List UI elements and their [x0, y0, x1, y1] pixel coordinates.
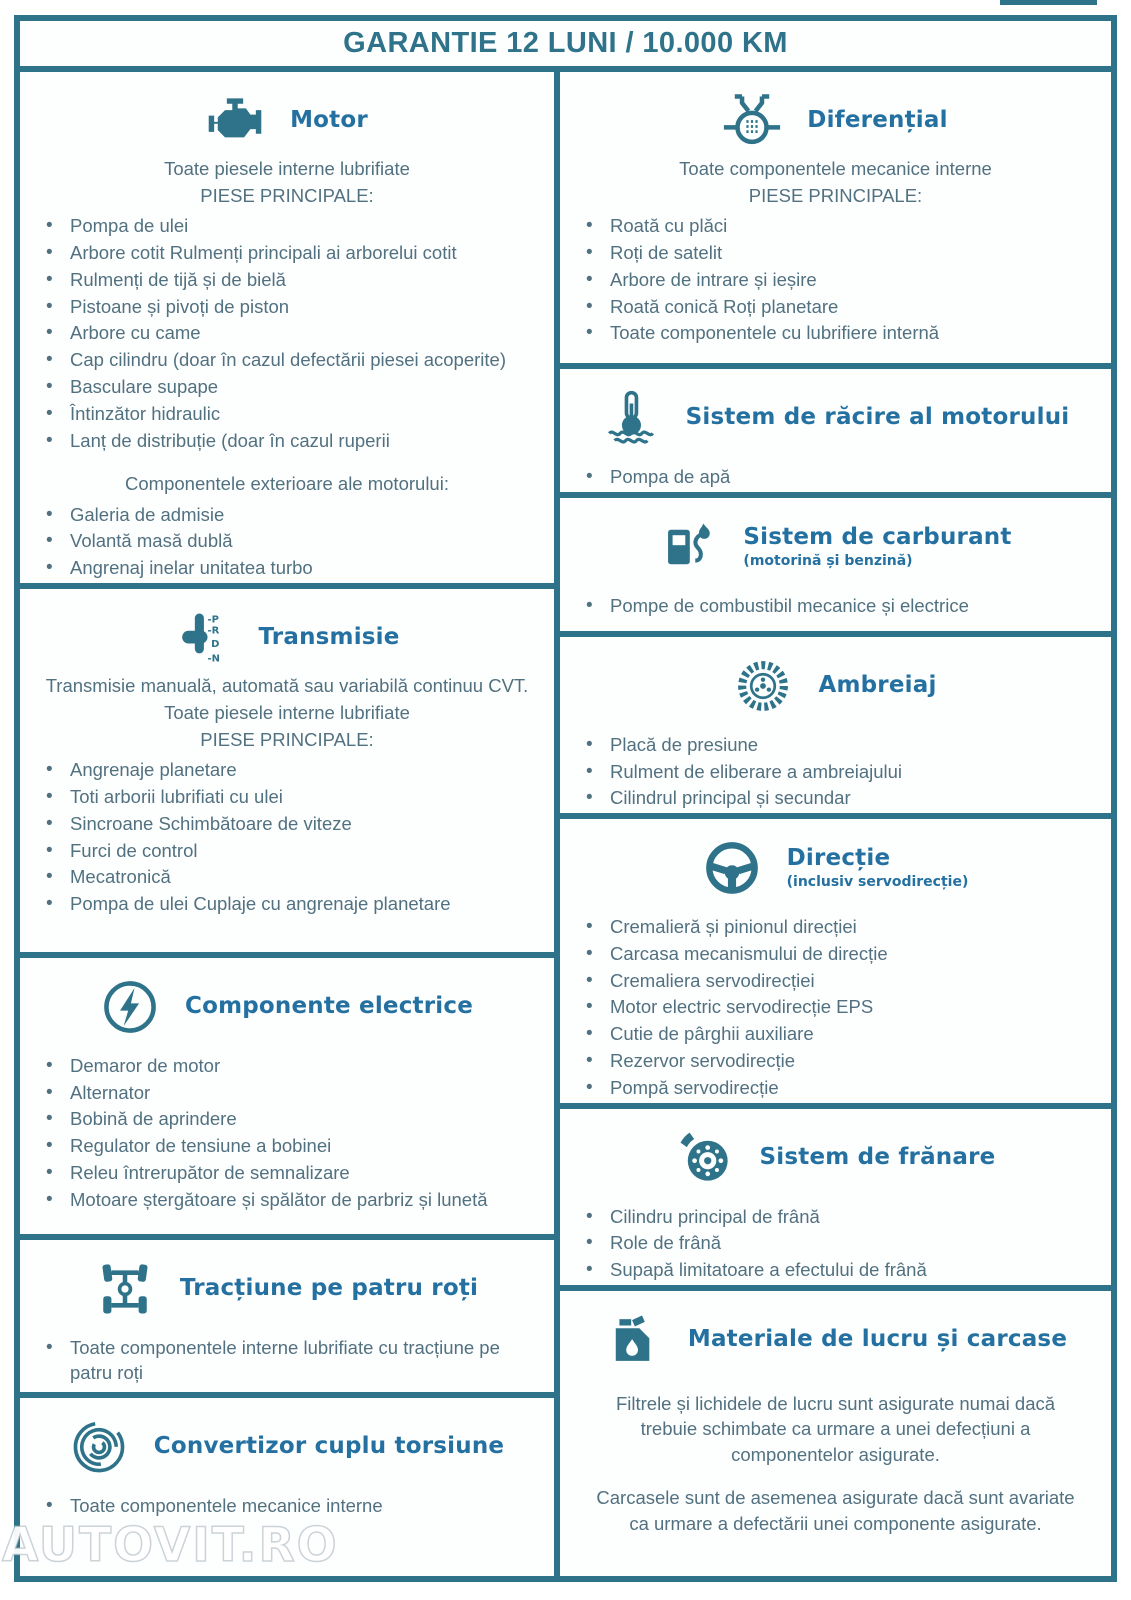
list-item: • Arbore cotit Rulmenți principali ai arborelui cotit — [70, 241, 542, 266]
intro-line: Toate piesele interne lubrifiate — [164, 702, 410, 723]
brake-disc-icon — [676, 1129, 734, 1187]
column-left — [20, 72, 560, 1576]
gearshift-icon — [174, 609, 232, 667]
list-item: • Carcasa mecanismului de direcție — [610, 942, 1099, 967]
four-wheel-drive-icon — [96, 1260, 154, 1318]
list-item: • Supapă limitatoare a efectului de frână — [610, 1258, 1099, 1283]
list-item: • Cremalieră și pinionul direcției — [610, 915, 1099, 940]
box-titlewrap — [787, 846, 969, 890]
engine-icon — [206, 92, 264, 150]
svg-text:-R: -R — [207, 625, 220, 637]
box-title: Sistem de carburant — [743, 523, 1012, 550]
box-head — [564, 819, 1107, 901]
box-direcție — [560, 819, 1111, 1108]
intro-line: PIESE PRINCIPALE: — [200, 185, 374, 207]
list-item: • Roți de satelit — [610, 241, 1099, 266]
column-right — [560, 72, 1111, 1576]
warranty-sheet — [14, 15, 1117, 1582]
list-item: • Arbore de intrare și ieșire — [610, 268, 1099, 293]
intro-line: Toate piesele interne lubrifiate — [164, 158, 410, 179]
list-item: • Toate componentele interne lubrifiate cu tracțiune pe patru roți — [70, 1336, 542, 1386]
paragraph: Carcasele sunt de asemenea asigurate dacă sunt avariate ca urmare a defectării unei componente asigurate. — [596, 1487, 1075, 1534]
list-item: • Toate componentele mecanice interne — [70, 1494, 542, 1519]
bullet-list — [564, 733, 1107, 811]
mid-heading: Componentele exterioare ale motorului: — [125, 473, 449, 495]
box-head — [24, 1398, 550, 1480]
box-titlewrap — [743, 525, 1011, 569]
list-item: • Cap cilindru (doar în cazul defectării piesei acoperite) — [70, 348, 542, 373]
list-item: • Galeria de admisie — [70, 503, 542, 528]
bullet-list — [24, 1494, 550, 1519]
list-item: • Motoare ștergătoare și spălător de parbriz și lunetă — [70, 1188, 542, 1213]
box-head — [24, 589, 550, 671]
oil-jug-icon — [604, 1311, 662, 1369]
list-item: • Întinzător hidraulic — [70, 402, 542, 427]
box-subtitle: (motorină și benzină) — [743, 552, 913, 569]
bullet-list — [564, 594, 1107, 619]
bullet-list — [24, 503, 550, 581]
box-diferențial — [560, 72, 1111, 369]
list-item: • Roată cu plăci — [610, 214, 1099, 239]
list-item: • Role de frână — [610, 1231, 1099, 1256]
bullet-list — [564, 915, 1107, 1100]
box-title: Convertizor cuplu torsiune — [153, 1433, 505, 1460]
list-item: • Mecatronică — [70, 865, 542, 890]
box-titlewrap — [760, 1145, 996, 1170]
box-title: Motor — [290, 107, 368, 134]
box-head — [564, 498, 1107, 580]
fuel-pump-icon — [659, 518, 717, 576]
list-item: • Bobină de aprindere — [70, 1107, 542, 1132]
torque-converter-icon — [70, 1418, 128, 1476]
paragraph: Filtrele și lichidele de lucru sunt asigurate numai dacă trebuie schimbate ca urmare a unei defecțiuni a componentelor asigurate. — [615, 1392, 1056, 1465]
box-sistem-de-răcire-al-motorului — [560, 369, 1111, 498]
box-transmisie — [20, 589, 554, 958]
box-sistem-de-frănare — [560, 1109, 1111, 1291]
list-item: • Toate componentele cu lubrifiere internă — [610, 321, 1099, 346]
box-head — [24, 958, 550, 1040]
list-item: • Cremaliera servodirecției — [610, 969, 1099, 994]
box-titlewrap — [290, 108, 368, 133]
list-item: • Pompa de ulei — [70, 214, 542, 239]
box-componente-electrice — [20, 958, 554, 1240]
bullet-list — [564, 1205, 1107, 1283]
box-titlewrap — [180, 1276, 478, 1301]
differential-icon — [723, 92, 781, 150]
list-item: • Volantă masă dublă — [70, 529, 542, 554]
box-title: Componente electrice — [184, 993, 474, 1020]
box-head — [564, 1109, 1107, 1191]
bullet-list — [564, 465, 1107, 490]
intro-line: Toate componentele mecanice interne — [679, 158, 992, 179]
box-tracțiune-pe-patru-roți — [20, 1240, 554, 1398]
list-item: • Rulment de eliberare a ambreiajului — [610, 760, 1099, 785]
bullet-list — [24, 1336, 550, 1386]
box-materiale-de-lucru-și-carcase — [560, 1291, 1111, 1576]
list-item: • Regulator de tensiune a bobinei — [70, 1134, 542, 1159]
list-item: • Basculare supape — [70, 375, 542, 400]
box-head — [24, 1240, 550, 1322]
thermometer-icon — [602, 389, 660, 447]
box-titlewrap — [154, 1434, 504, 1459]
box-title: Tracțiune pe patru roți — [179, 1275, 479, 1302]
box-titlewrap — [185, 994, 473, 1019]
box-titlewrap — [818, 673, 936, 698]
list-item: • Alternator — [70, 1081, 542, 1106]
list-item: • Lanț de distribuție (doar în cazul ruperii — [70, 429, 542, 454]
list-item: • Pompă servodirecție — [610, 1076, 1099, 1101]
list-item: • Angrenaj inelar unitatea turbo — [70, 556, 542, 581]
list-item: • Placă de presiune — [610, 733, 1099, 758]
bullet-list — [24, 214, 550, 453]
box-head — [24, 72, 550, 154]
box-titlewrap — [686, 405, 1070, 430]
page-title: GARANTIE 12 LUNI / 10.000 KM — [20, 21, 1111, 72]
list-item: • Pompa de apă — [610, 465, 1099, 490]
box-title: Ambreiaj — [818, 672, 937, 699]
list-item: • Cutie de pârghii auxiliare — [610, 1022, 1099, 1047]
intro-line: PIESE PRINCIPALE: — [748, 185, 923, 207]
box-title: Transmisie — [258, 624, 400, 651]
crop-artifact-bar — [1000, 0, 1097, 5]
box-titlewrap — [688, 1327, 1067, 1352]
box-title: Diferențial — [807, 107, 948, 134]
lightning-icon — [101, 978, 159, 1036]
box-head — [564, 1291, 1107, 1373]
box-head — [564, 637, 1107, 719]
svg-text:-P: -P — [207, 614, 220, 626]
intro-line: Transmisie manuală, automată sau variabilă continuu CVT. — [45, 674, 529, 696]
list-item: • Angrenaje planetare — [70, 758, 542, 783]
box-head — [564, 369, 1107, 451]
list-item: • Releu întrerupător de semnalizare — [70, 1161, 542, 1186]
list-item: • Motor electric servodirecție EPS — [610, 995, 1099, 1020]
columns — [20, 72, 1111, 1576]
list-item: • Furci de control — [70, 839, 542, 864]
steering-wheel-icon — [703, 839, 761, 897]
box-subtitle: (inclusiv servodirecție) — [786, 874, 969, 891]
box-head — [564, 72, 1107, 154]
box-titlewrap — [807, 108, 947, 133]
box-title: Direcție — [786, 844, 891, 871]
list-item: • Toti arborii lubrifiati cu ulei — [70, 785, 542, 810]
list-item: • Roată conică Roți planetare — [610, 295, 1099, 320]
list-item: • Rezervor servodirecție — [610, 1049, 1099, 1074]
list-item: • Arbore cu came — [70, 321, 542, 346]
clutch-disc-icon — [734, 657, 792, 715]
svg-text:-N: -N — [207, 653, 221, 665]
list-item: • Cilindru principal de frână — [610, 1205, 1099, 1230]
list-item: • Demaror de motor — [70, 1054, 542, 1079]
list-item: • Pompa de ulei Cuplaje cu angrenaje planetare — [70, 892, 542, 917]
box-title: Materiale de lucru și carcase — [687, 1326, 1068, 1353]
bullet-list — [24, 758, 550, 917]
list-item: • Pistoane și pivoți de piston — [70, 295, 542, 320]
bullet-list — [564, 214, 1107, 346]
bullet-list — [24, 1054, 550, 1213]
list-item: • Pompe de combustibil mecanice și electrice — [610, 594, 1099, 619]
list-item: • Rulmenți de tijă și de bielă — [70, 268, 542, 293]
box-sistem-de-carburant — [560, 498, 1111, 637]
intro-line: PIESE PRINCIPALE: — [200, 729, 374, 751]
autovit-watermark: AUTOVIT.RO — [2, 1518, 339, 1573]
box-title: Sistem de răcire al motorului — [685, 404, 1070, 431]
svg-text:D: D — [211, 638, 220, 650]
box-title: Sistem de frănare — [759, 1143, 996, 1170]
box-motor — [20, 72, 554, 589]
list-item: • Sincroane Schimbătoare de viteze — [70, 812, 542, 837]
list-item: • Cilindrul principal și secundar — [610, 786, 1099, 811]
box-ambreiaj — [560, 637, 1111, 819]
box-titlewrap — [258, 625, 399, 650]
